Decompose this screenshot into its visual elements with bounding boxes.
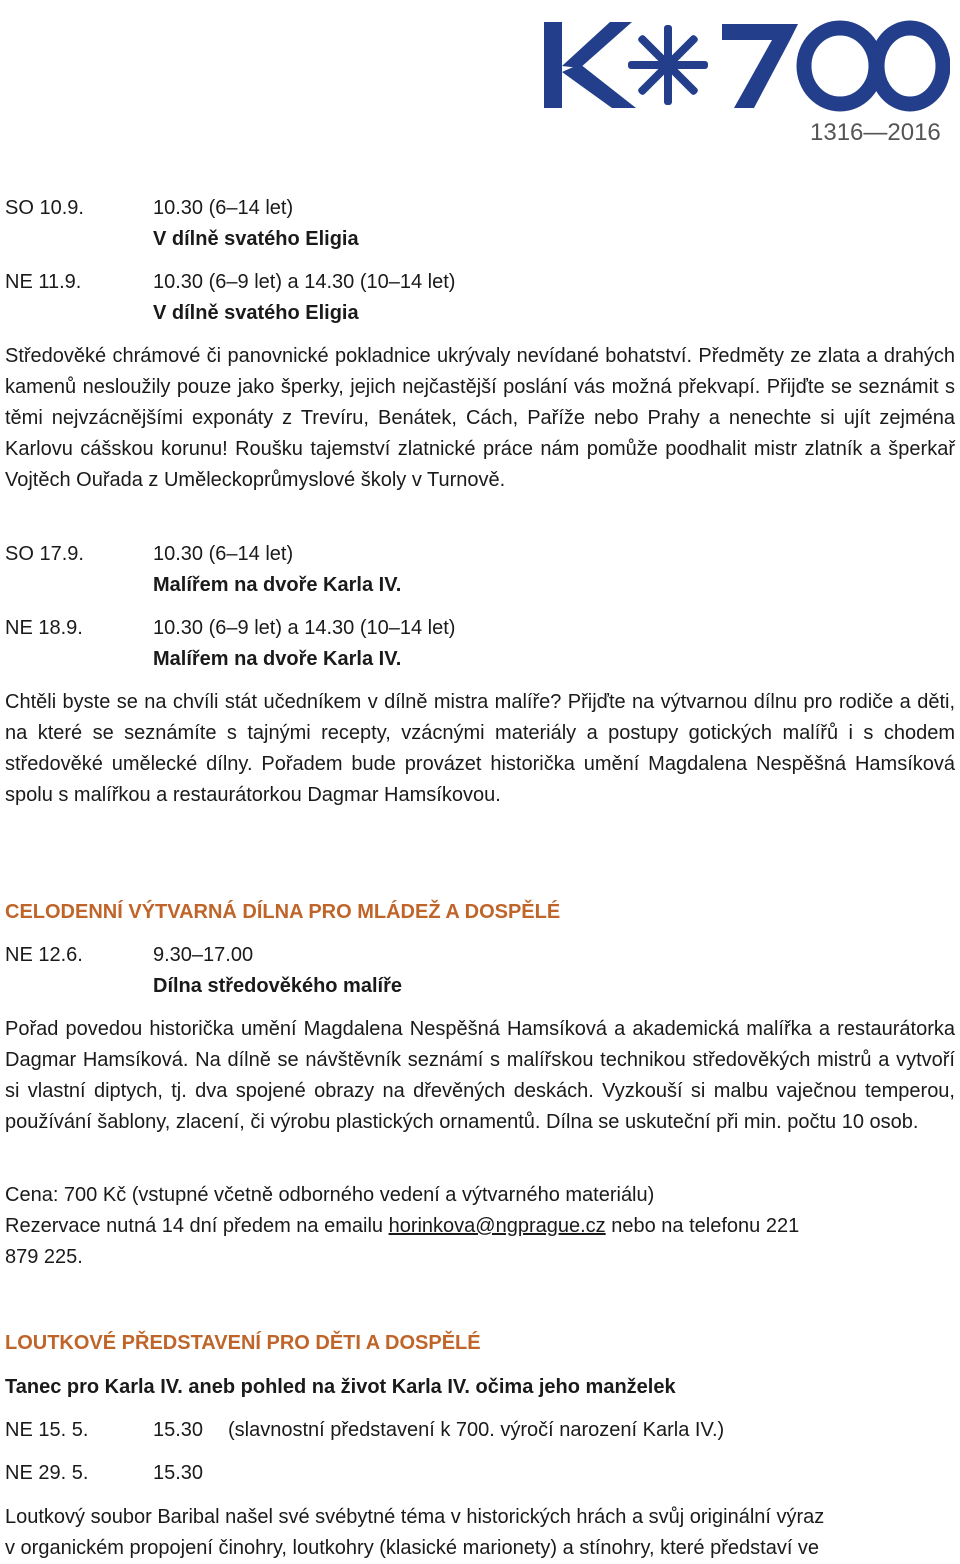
event-time: 10.30 (6–9 let) a 14.30 (10–14 let) xyxy=(153,271,456,293)
email-link[interactable]: horinkova@ngprague.cz xyxy=(388,1215,606,1237)
show-time: 15.30 xyxy=(153,1462,204,1484)
event-time: 10.30 (6–14 let) xyxy=(153,197,294,219)
event-time: 10.30 (6–14 let) xyxy=(153,543,294,565)
workshop-date: NE 12.6. xyxy=(5,944,83,966)
workshop-description: Pořad povedou historička umění Magdalena Nespěšná Hamsíková a akademická malířka a restaurátorka Dagmar Hamsíková. Na dílně se návštěvník seznámí s malířskou technikou středověkých mistrů a vytvoří si vlastní diptych, tj. dva spojené obrazy na dřevěných deskách. Vyzkouší si malbu vaječnou temperou, používání šablony, zlacení, či výrobu plastických ornamentů. Dílna se uskuteční při min. počtu 10 osob. xyxy=(5,1018,955,1133)
workshop-price: Cena: 700 Kč (vstupné včetně odborného vedení a výtvarného materiálu) xyxy=(5,1184,655,1206)
workshop-reservation xyxy=(5,1211,799,1242)
workshop-phone-rest: 879 225. xyxy=(5,1246,83,1268)
workshop-heading: CELODENNÍ VÝTVARNÁ DÍLNA PRO MLÁDEŽ A DOSPĚLÉ xyxy=(5,901,561,923)
event-time: 10.30 (6–9 let) a 14.30 (10–14 let) xyxy=(153,617,456,639)
reservation-prefix: Rezervace nutná 14 dní předem na emailu xyxy=(5,1215,389,1237)
event-title: V dílně svatého Eligia xyxy=(153,228,359,250)
event-date: SO 10.9. xyxy=(5,197,84,219)
show-note: (slavnostní představení k 700. výročí narození Karla IV.) xyxy=(228,1419,725,1441)
event-title: Malířem na dvoře Karla IV. xyxy=(153,574,402,596)
puppet-heading: LOUTKOVÉ PŘEDSTAVENÍ PRO DĚTI A DOSPĚLÉ xyxy=(5,1332,481,1354)
puppet-text-line: Loutkový soubor Baribal našel své svébytné téma v historických hrách a svůj originální výraz xyxy=(5,1506,825,1528)
show-date: NE 15. 5. xyxy=(5,1419,89,1441)
workshop-time: 9.30–17.00 xyxy=(153,944,254,966)
k700-logo-graphic xyxy=(540,10,950,150)
show-date: NE 29. 5. xyxy=(5,1462,89,1484)
workshop-title: Dílna středověkého malíře xyxy=(153,975,402,997)
puppet-title: Tanec pro Karla IV. aneb pohled na život Karla IV. očima jeho manželek xyxy=(5,1376,676,1398)
puppet-text-line: v organickém propojení činohry, loutkohry (klasické marionety) a stínohry, které představí ve xyxy=(5,1537,820,1559)
event-title: V dílně svatého Eligia xyxy=(153,302,359,324)
logo-years: 1316—2016 xyxy=(810,119,941,146)
k700-logo xyxy=(540,10,950,150)
reservation-suffix: nebo na telefonu 221 xyxy=(605,1215,800,1237)
event-date: NE 11.9. xyxy=(5,271,82,293)
show-time: 15.30 xyxy=(153,1419,204,1441)
event-title: Malířem na dvoře Karla IV. xyxy=(153,648,402,670)
painter-description: Chtěli byste se na chvíli stát učedníkem v dílně mistra malíře? Přijďte na výtvarnou dílnu pro rodiče a děti, na které se seznámíte s tajnými recepty, vzácnými materiály a postupy gotických malířů i s chodem středověké umělecké dílny. Pořadem bude provázet historička umění Magdalena Nespěšná Hamsíková spolu s malířkou a restaurátorkou Dagmar Hamsíkovou. xyxy=(5,691,955,806)
eligius-description: Středověké chrámové či panovnické pokladnice ukrývaly nevídané bohatství. Předměty ze zlata a drahých kamenů nesloužily pouze jako šperky, jejich nejčastější poslání vás možná překvapí. Přijďte se seznámit s těmi nejvzácnějšími exponáty z Trevíru, Benátek, Cách, Paříže nebo Prahy a nenechte si ujít zejména Karlovu cášskou korunu! Roušku tajemství zlatnické práce nám pomůže poodhalit mistr zlatník a šperkař Vojtěch Ouřada z Uměleckoprůmyslové školy v Turnově. xyxy=(5,345,955,491)
event-date: SO 17.9. xyxy=(5,543,84,565)
event-date: NE 18.9. xyxy=(5,617,83,639)
